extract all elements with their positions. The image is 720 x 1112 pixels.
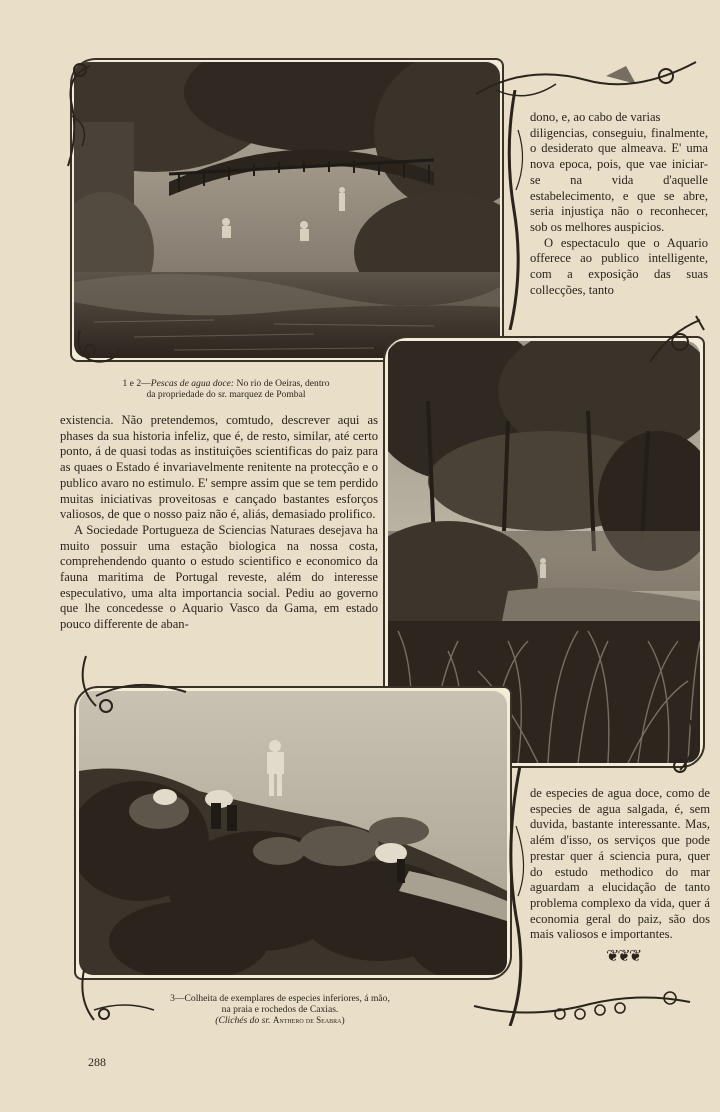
right-bottom-paragraph-1: de especies de agua doce, como de especies de agua salgada, é, sem duvida, bastante interessante. Mas, além d'isso, os serviços que pode prestar quer á sciencia pura, quer do estudo methodico do mar aguardam a elucidação de tanto problema complexo da vida, quer á economia geral do paiz, são dos mais valiosos e importantes. — [530, 786, 710, 942]
caption-3-credit-prefix: (Clichés do sr. — [215, 1015, 273, 1026]
oeiras-bridge-photo — [74, 62, 500, 358]
ornament-top-left — [60, 56, 120, 176]
ornament-right-top-corner — [640, 312, 710, 372]
caption-3-line-1: 3—Colheita de exemplares de especies inferiores, á mão, — [170, 993, 390, 1004]
caption-1-number: 1 e 2— — [122, 378, 151, 389]
right-bottom-column — [530, 786, 710, 943]
right-top-column — [530, 110, 708, 298]
ornament-left-hook — [70, 320, 130, 370]
caption-3-line-2: na praia e rochedos de Caxias. — [221, 1004, 339, 1015]
fleuron-ornament: ❦❦❦ — [606, 948, 641, 965]
caption-1-text-a: No rio de Oeiras, dentro — [234, 378, 330, 389]
left-mid-paragraph-2: A Sociedade Portugueza de Sciencias Naturaes desejava ha muito possuir uma estação biologica na nossa costa, comprehendendo quanto o estudo scientifico e economico da fauna maritima de Portugal reveste, além do interesse especulativo, uma alta importancia social. Pediu ao governo que lhe concedesse o Aquario Vasco da Gama, em estado pouco differente de aban- — [60, 522, 378, 632]
left-mid-paragraph-1: existencia. Não pretendemos, comtudo, descrever aqui as phases da sua historia infeliz, que é, de resto, similar, até certo ponto, á de quasi todas as instituições scientificas do paiz para as quaes o Estado é invariavelmente renitente na protecção e o publico avaro no estimulo. E' sempre assim que se tem perdido muitas iniciativas proveitosas e cançado bastantes esforços valiosos, de que o nosso paiz não é, aliás, demasiado prolifico. — [60, 413, 378, 522]
ornament-right-stem — [500, 90, 530, 330]
caption-3-credit-name: Anthero de Seabra — [272, 1015, 342, 1025]
caption-photos-1-2 — [76, 378, 376, 400]
ornament-bottom-swirl — [470, 980, 700, 1030]
left-mid-column — [60, 413, 378, 633]
right-top-line-1: dono, e, ao cabo de varias — [530, 110, 661, 124]
caption-1-text-b: da propriedade do sr. marquez de Pombal — [146, 389, 306, 400]
ornament-bottom-left — [66, 646, 196, 726]
caxias-rocks-photo — [79, 691, 507, 975]
caption-photo-3 — [130, 993, 430, 1026]
right-top-paragraph-1: diligencias, conseguiu, finalmente, o desiderato que almeava. E' uma nova epoca, pois, que vae iniciar-se na vida d'aquelle estabelecimento, e que se abre, seria injustiça não o reconhecer, sob os melhores auspicios. — [530, 125, 708, 234]
caption-1-title: Pescas de agua doce: — [150, 378, 235, 389]
right-top-paragraph-2: O espectaculo que o Aquario offerece ao publico intelligente, com a exposição das suas collecções, tanto — [530, 235, 708, 297]
page-number: 288 — [88, 1055, 106, 1069]
ornament-right-bottom-corner — [660, 720, 710, 780]
caption-3-credit-suffix: ) — [341, 1015, 345, 1026]
